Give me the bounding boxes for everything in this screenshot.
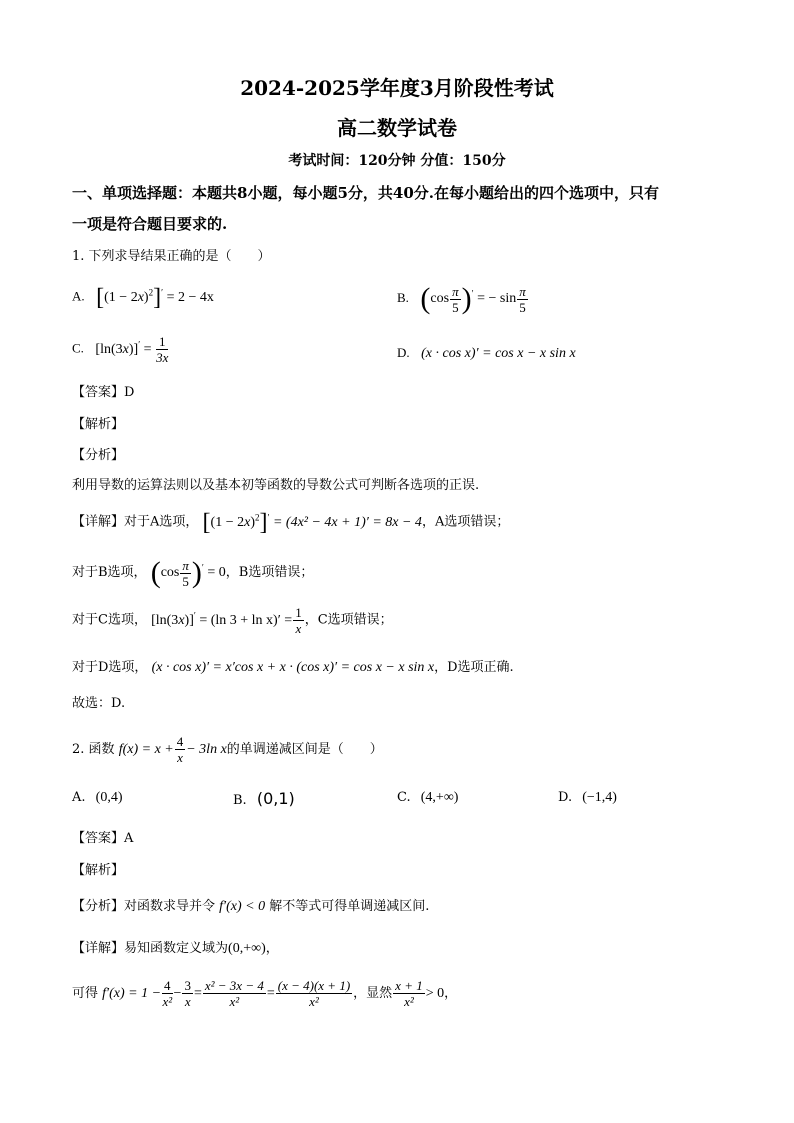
q2-last-end: ，: [444, 986, 458, 1001]
q2-stem-prefix: 2. 函数: [72, 742, 115, 757]
q2-option-a-label: A.: [72, 790, 86, 805]
q2-fenxi: [72, 895, 429, 915]
q2-last-prefix: 可得: [72, 986, 99, 1001]
q2-stem-suffix: 的单调递减区间是（ ）: [226, 742, 383, 757]
xiangjie-c-prefix: 对于C选项，: [72, 612, 147, 628]
q1-fenxi-tag: 【分析】: [72, 448, 125, 463]
exam-title: 2024-2025学年度3月阶段性考试: [240, 76, 554, 100]
q2-option-d-value: (−1,4): [582, 790, 617, 805]
q2-option-b: [233, 789, 295, 808]
paper-title: 高二数学试卷: [337, 116, 457, 140]
answer-tag: 【答案】: [72, 385, 125, 400]
section-heading-line2: 一项是符合题目要求的.: [72, 215, 228, 233]
q2-option-c-label: C.: [397, 790, 411, 805]
q1-option-c: [72, 334, 169, 365]
q1-xiangjie-d: [72, 656, 514, 676]
equals-sign: =: [193, 986, 202, 1001]
q2-stem-rest: − 3ln x: [186, 742, 227, 757]
q2-option-d: [558, 790, 617, 806]
xiangjie-d-prefix: 对于D选项，: [72, 660, 148, 675]
xiangjie-a-expr: $[(1 - 2x)^2]' = (4x^2 - 4x + 1)' = 8x - 4$: [202, 509, 422, 535]
q2-stem: 2. 函数 f(x) = x + $\frac{4}{x}$ − 3ln x的单调递减区间是（ ）: [72, 734, 383, 765]
q1-option-d-label: D.: [397, 345, 410, 360]
q1-answer: [72, 381, 134, 400]
q2-xiangjie-comma: ，: [265, 941, 279, 956]
minus-sign: −: [173, 986, 182, 1001]
q1-option-c-label: C.: [72, 340, 84, 356]
q2-answer-value: A: [124, 831, 134, 846]
q2-jiexi-tag: 【解析】: [72, 863, 125, 878]
xiangjie-a-prefix: 对于A选项，: [124, 514, 199, 530]
q1-option-a-rhs: = 2 − 4x: [166, 289, 214, 305]
q1-option-d: [397, 345, 576, 362]
pi-over-5: $\frac{\pi}{5}$: [452, 283, 459, 315]
q2-fprime: f′(x) = 1 −: [102, 986, 162, 1001]
q2-xiangjie-text: 易知函数定义域为: [124, 941, 229, 956]
xiangjie-tag: 【详解】: [72, 941, 125, 956]
q2-fenxi-math: f′(x) < 0: [219, 899, 266, 914]
q1-stem: 1. 下列求导结果正确的是（ ）: [72, 249, 271, 264]
xiangjie-b-suffix: ，B选项错误；: [225, 565, 314, 581]
q2-answer: [72, 827, 133, 846]
q2-derivative-line: 可得 f′(x) = 1 − $\frac{4}{\text{x²}}$ − $\frac{3}{x}$ = $\frac{\text{x² − 3x − 4}}{\text{x²}}$ = $\frac{(x - 4)(x + 1)}{\text{x²}}$ ，显然 $\frac{x + 1}{\text{x²}}$ > 0，: [72, 978, 458, 1009]
fenxi-tag: 【分析】: [72, 899, 125, 914]
q2-option-b-value: (0,1): [256, 789, 295, 808]
xiangjie-d-expr: (x · cos x)′ = x′cos x + x · (cos x)′ = cos x − x sin x: [151, 660, 435, 675]
q2-option-d-label: D.: [558, 790, 573, 805]
q2-last-mid: ，显然: [353, 986, 393, 1001]
xiangjie-a-suffix: ，A选项错误；: [421, 514, 510, 530]
exam-info: 考试时间：120分钟 分值：150分: [288, 153, 506, 169]
equals-sign-2: =: [266, 986, 275, 1001]
q2-option-c: [397, 790, 458, 806]
xiangjie-d-suffix: ，D选项正确.: [434, 660, 514, 675]
q1-fenxi-text: 利用导数的运算法则以及基本初等函数的导数公式可判断各选项的正误.: [72, 478, 480, 493]
xiangjie-c-expr: [ln(3x)]′ = (ln 3 + ln x)′ = $\frac{1}{x}$: [151, 605, 302, 636]
q2-fenxi-text2: 解不等式可得单调递减区间.: [269, 899, 430, 914]
q2-last-gt: > 0: [425, 986, 445, 1001]
q1-option-b-mid: = − sin: [477, 291, 517, 307]
q1-option-a: [72, 284, 214, 311]
q1-option-b: [397, 282, 529, 316]
xiangjie-a-mid: = (4x² − 4x + 1)′ = 8x − 4: [272, 514, 422, 530]
answer-tag: 【答案】: [72, 831, 125, 846]
xiangjie-b-prefix: 对于B选项，: [72, 565, 147, 581]
xiangjie-c-suffix: ，C选项错误；: [304, 612, 393, 628]
q1-jiexi-tag: 【解析】: [72, 417, 125, 432]
q2-option-a-value: (0,4): [95, 790, 123, 805]
xiangjie-c-mid: = (ln 3 + ln x)′ =: [199, 612, 293, 628]
q2-option-a: [72, 790, 123, 806]
q2-option-c-value: (4,+∞): [420, 790, 459, 805]
q1-option-d-expr: (x · cos x)′ = cos x − x sin x: [421, 346, 576, 361]
xiangjie-b-expr: (cos $\frac{\pi}{5}$ )′ = 0: [150, 556, 226, 589]
xiangjie-tag: 【详解】: [72, 514, 125, 530]
xiangjie-b-mid: = 0: [207, 565, 226, 581]
q1-option-a-expr: $[(1 - 2x)^2]' = 2 - 4x$: [96, 284, 214, 310]
q2-fenxi-text1: 对函数求导并令: [124, 899, 216, 914]
q2-option-b-label: B.: [233, 793, 247, 808]
q1-option-c-expr: [ln(3x)]′ = $\frac{1}{3x}$: [95, 334, 169, 365]
q1-option-b-label: B.: [397, 290, 409, 306]
section-heading-line1: 一、单项选择题：本题共8小题，每小题5分，共40分.在每小题给出的四个选项中，只有: [72, 184, 659, 202]
q2-stem-fx: f(x) = x +: [118, 742, 174, 757]
q1-option-b-expr: (cos $\frac{\pi}{5}$ )′ = − sin $\frac{\pi}{5}$: [420, 282, 526, 315]
q1-conclusion: 故选：D.: [72, 696, 126, 711]
q2-xiangjie: [72, 937, 279, 957]
q2-domain: (0,+∞): [228, 941, 266, 956]
q1-answer-value: D: [124, 385, 135, 400]
q1-option-a-label: A.: [72, 288, 85, 304]
q1-xiangjie-a: [72, 509, 509, 536]
q1-xiangjie-b: [72, 556, 313, 590]
q1-xiangjie-c: [72, 605, 393, 636]
